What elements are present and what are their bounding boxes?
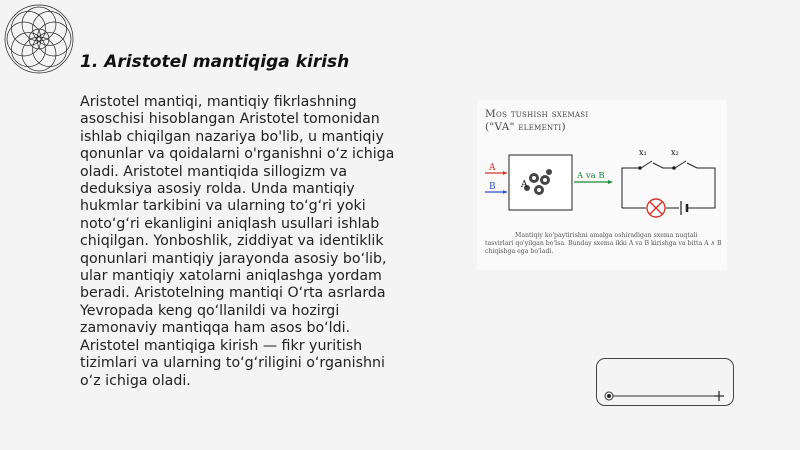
circuit-figure (477, 100, 727, 270)
series-circuit (622, 163, 715, 208)
gate-label: A (521, 180, 528, 190)
input-a-label: A (489, 163, 496, 173)
lamp-icon (647, 199, 665, 217)
rosette-logo-icon (2, 2, 76, 76)
figure-title-line2: ("VA" elementi) (485, 121, 566, 133)
switch-2 (675, 161, 686, 168)
switch-2-label: x₂ (671, 148, 679, 157)
slide-body-text: Aristotel mantiqi, mantiqiy fikrlashning asoschisi hisoblangan Aristotel tomonidan ishlab chiqilgan nazariya bo'lib, u mantiqiy qonunlar va qoidalarni o'rganishni o‘z ichiga oladi. Aristotel mantiqida sillogizm va deduksiya asosiy rolda. Unda mantiqiy hukmlar tarkibini va ularning to‘g‘ri yoki noto‘g‘ri ekanligini aniqlash usullari ishlab chiqilgan. Yonboshlik, ziddiyat va identiklik qonunlari mantiqiy jarayonda asosiy bo‘lib, ular mantiqiy xatolarni aniqlashga yordam beradi. Aristotelning mantiqi O‘rta asrlarda Yevropada keng qo‘llanildi va hozirgi zamonaviy mantiqqa ham asos bo‘ldi. Aristotel mantiqiga kirish — fikr yuritish tizimlari va ularning to‘g‘riligini o‘rganishni o‘z ichiga oladi. (80, 94, 395, 389)
figure-title-line1: Mos tushish sxemasi (485, 108, 589, 120)
battery-icon (681, 201, 695, 215)
plus-icon[interactable] (714, 391, 724, 401)
slide-title: 1. Aristotel mantiqiga kirish (80, 52, 350, 72)
and-gate-box (509, 155, 572, 210)
switch-1 (641, 161, 652, 168)
output-label: A va B (577, 171, 605, 181)
switch-1-label: x₁ (639, 148, 647, 157)
figure-caption: Mantiqiy ko'paytirishni amalga oshiradigan sxema nuqtali tasvirlari qo'yilgan bo'lsa. Bunday sxema ikki A va B kirishga va bitta A ∧ B chiqishga ega bo'ladi. (485, 232, 722, 255)
radio-dot-icon[interactable] (605, 392, 613, 400)
input-b-label: B (489, 182, 496, 192)
line-widget[interactable] (596, 358, 734, 406)
